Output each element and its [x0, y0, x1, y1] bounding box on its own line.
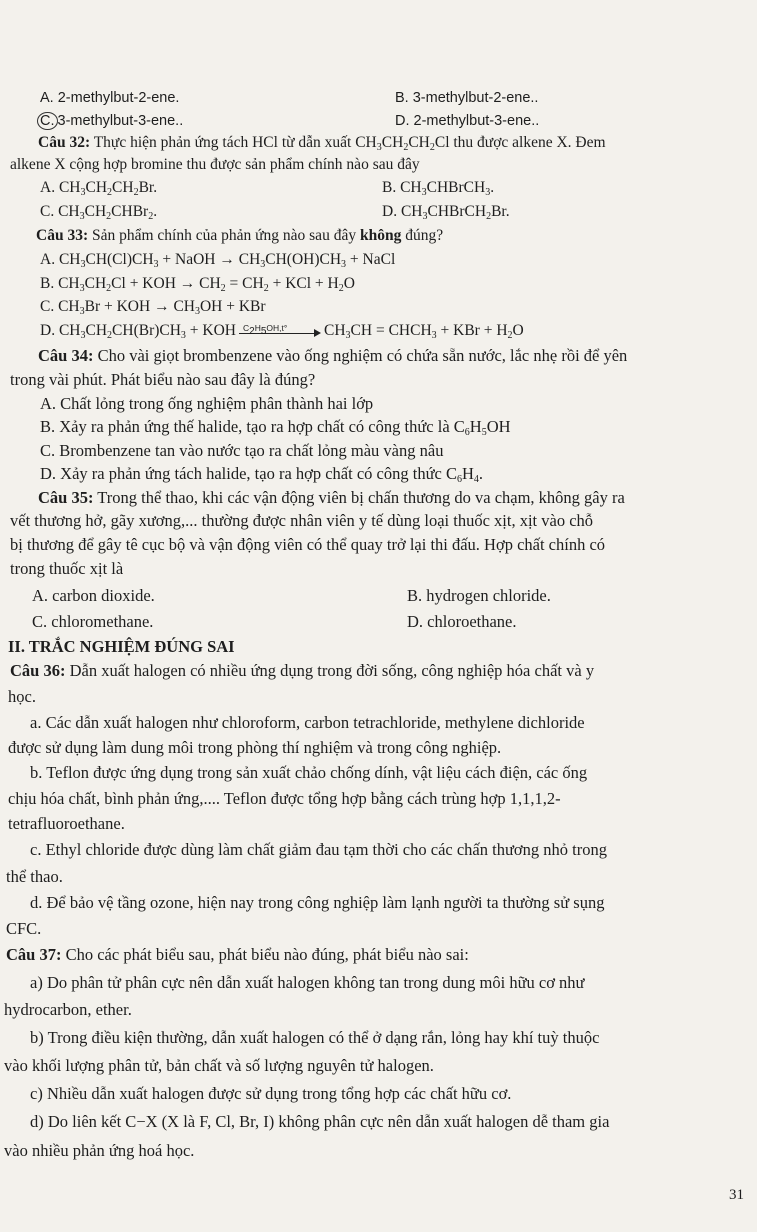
reaction-condition: $C_2H_5OH,t^\circ$ [243, 323, 288, 338]
q37-label: Câu 37: [6, 945, 62, 964]
q35-stem-line2: vết thương hở, gãy xương,... thường được nhân viên y tế dùng loại thuốc xịt, xịt vào chỗ [10, 511, 594, 530]
q37-statement-d-line2: vào nhiều phản ứng hoá học. [4, 1141, 195, 1160]
q32-text-a: Thực hiện phản ứng tách HCl từ dẫn xuất CH [90, 134, 377, 151]
q33-option-b: B. $CH_3CH_2Cl$ + KOH → $CH_2 = CH_2$ + KCl + $H_2O$ [40, 275, 355, 294]
q37-text: Cho các phát biểu sau, phát biểu nào đúng, phát biểu nào sai: [61, 945, 469, 964]
q34-option-c: C. Brombenzene tan vào nước tạo ra chất lỏng màu vàng nâu [40, 441, 444, 460]
q36-statement-c: c. Ethyl chloride được dùng làm chất giảm đau tạm thời cho các chấn thương nhỏ trong [30, 840, 607, 859]
q33-label: Câu 33: [36, 227, 89, 244]
q34-text: Cho vài giọt brombenzene vào ống nghiệm có chứa sẵn nước, lắc nhẹ rồi để yên [93, 346, 628, 365]
q37-stem [6, 944, 469, 966]
q32-label: Câu 32: [38, 134, 91, 151]
q36-label: Câu 36: [10, 661, 66, 680]
q31-option-b: B. 3-methylbut-2-ene.. [395, 90, 539, 106]
q34-stem-line2: trong vài phút. Phát biểu nào sau đây là đúng? [10, 370, 316, 389]
q33-option-d-left: D. $CH_3CH_2CH(Br)CH_3$ + KOH [40, 322, 236, 341]
q31-option-d: D. 2-methylbut-3-ene.. [395, 113, 540, 129]
q36-statement-b-line3: tetrafluoroethane. [8, 814, 125, 833]
q32-option-c: C. $CH_3CH_2CHBr_2$. [40, 203, 158, 222]
q33-tail: đúng? [401, 227, 444, 244]
q33-option-c: C. $CH_3Br$ + KOH → $CH_3OH$ + KBr [40, 298, 266, 317]
q36-statement-b-line2: chịu hóa chất, bình phản ứng,.... Teflon được tổng hợp bằng cách trùng hợp 1,1,1,2- [8, 789, 561, 808]
q35-label: Câu 35: [38, 488, 94, 507]
q37-statement-d: d) Do liên kết C−X (X là F, Cl, Br, I) không phân cực nên dẫn xuất halogen dễ tham gia [30, 1112, 610, 1131]
q35-stem-line3: bị thương để gây tê cục bộ và vận động viên có thể quay trở lại thi đấu. Hợp chất chính có [10, 535, 606, 554]
section-heading: II. TRẮC NGHIỆM ĐÚNG SAI [8, 637, 235, 656]
q36-stem-line2: học. [8, 687, 36, 706]
q36-statement-a: a. Các dẫn xuất halogen như chloroform, carbon tetrachloride, methylene dichloride [30, 713, 585, 732]
q32-option-d: D. $CH_3CHBrCH_2Br$. [382, 203, 510, 222]
q35-option-a: A. carbon dioxide. [32, 586, 155, 605]
q35-stem-line4: trong thuốc xịt là [10, 559, 124, 578]
q32-option-a: A. $CH_3CH_2CH_2Br$. [40, 179, 158, 198]
q32-text-c: CH [408, 134, 430, 151]
q33-stem [36, 226, 443, 246]
q35-option-b: B. hydrogen chloride. [407, 586, 551, 605]
q35-option-c: C. chloromethane. [32, 612, 154, 631]
page-number: 31 [729, 1187, 744, 1203]
q34-label: Câu 34: [38, 346, 94, 365]
q31-option-c-text: 3-methylbut-3-ene.. [57, 113, 184, 129]
q31-option-a: A. 2-methylbut-2-ene. [40, 90, 180, 106]
q35-stem [38, 487, 625, 509]
q37-statement-c: c) Nhiều dẫn xuất halogen được sử dụng trong tổng hợp các chất hữu cơ. [30, 1084, 512, 1103]
q35-text: Trong thể thao, khi các vận động viên bị chấn thương do va chạm, không gây ra [93, 488, 625, 507]
q37-statement-a-line2: hydrocarbon, ether. [4, 1000, 132, 1019]
q37-statement-b: b) Trong điều kiện thường, dẫn xuất halogen có thể ở dạng rắn, lỏng hay khí tuỳ thuộc [30, 1028, 600, 1047]
q36-statement-a-line2: được sử dụng làm dung môi trong phòng thí nghiệm và trong công nghiệp. [8, 738, 502, 757]
q36-statement-d-line2: CFC. [6, 919, 42, 938]
q36-statement-d: d. Để bảo vệ tầng ozone, hiện nay trong công nghiệp làm lạnh người ta thường sử sụng [30, 893, 605, 912]
q32-stem: Câu 32: Thực hiện phản ứng tách HCl từ dẫn xuất $CH_3CH_2CH_2Cl$ thu được alkene X. Đem [38, 134, 606, 153]
q34-option-d: D. Xảy ra phản ứng tách halide, tạo ra hợp chất có công thức $C_6H_4$. [40, 464, 484, 485]
q36-statement-b: b. Teflon được ứng dụng trong sản xuất chảo chống dính, vật liệu cách điện, các ống [30, 763, 588, 782]
q32-text-d: Cl thu được alkene X. Đem [434, 134, 606, 151]
q34-stem [38, 345, 627, 367]
q33-option-d [40, 321, 524, 341]
q33-option-a: A. $CH_3CH(Cl)CH_3$ + NaOH → $CH_3CH(OH)CH_3$ + NaCl [40, 251, 396, 270]
q33-bold-word: không [359, 227, 402, 244]
q31-option-c [40, 111, 183, 131]
q36-stem [10, 660, 594, 682]
q33-text: Sản phẩm chính của phản ứng nào sau đây [88, 227, 360, 244]
q37-statement-a: a) Do phân tử phân cực nên dẫn xuất halogen không tan trong dung môi hữu cơ như [30, 973, 585, 992]
q37-statement-b-line2: vào khối lượng phân tử, bản chất và số lượng nguyên tử halogen. [4, 1056, 434, 1075]
q32-stem-line2: alkene X cộng hợp bromine thu được sản phẩm chính nào sau đây [10, 156, 420, 173]
q34-option-a: A. Chất lỏng trong ống nghiệm phân thành hai lớp [40, 394, 374, 413]
q35-option-d: D. chloroethane. [407, 612, 517, 631]
q32-text-b: CH [381, 134, 404, 151]
q31-option-c-circled-letter: C. [37, 112, 58, 130]
q32-option-b: B. $CH_3CHBrCH_3$. [382, 179, 495, 198]
q33-option-d-right: $CH_3CH$ = $CHCH_3$ + KBr + $H_2O$ [324, 322, 524, 341]
reaction-arrow-icon [239, 324, 321, 338]
q36-text: Dẫn xuất halogen có nhiều ứng dụng trong đời sống, công nghiệp hóa chất và y [65, 661, 595, 680]
q36-statement-c-line2: thể thao. [6, 867, 63, 886]
q34-option-b: B. Xảy ra phản ứng thế halide, tạo ra hợp chất có công thức là $C_6H_5OH$ [40, 417, 511, 438]
